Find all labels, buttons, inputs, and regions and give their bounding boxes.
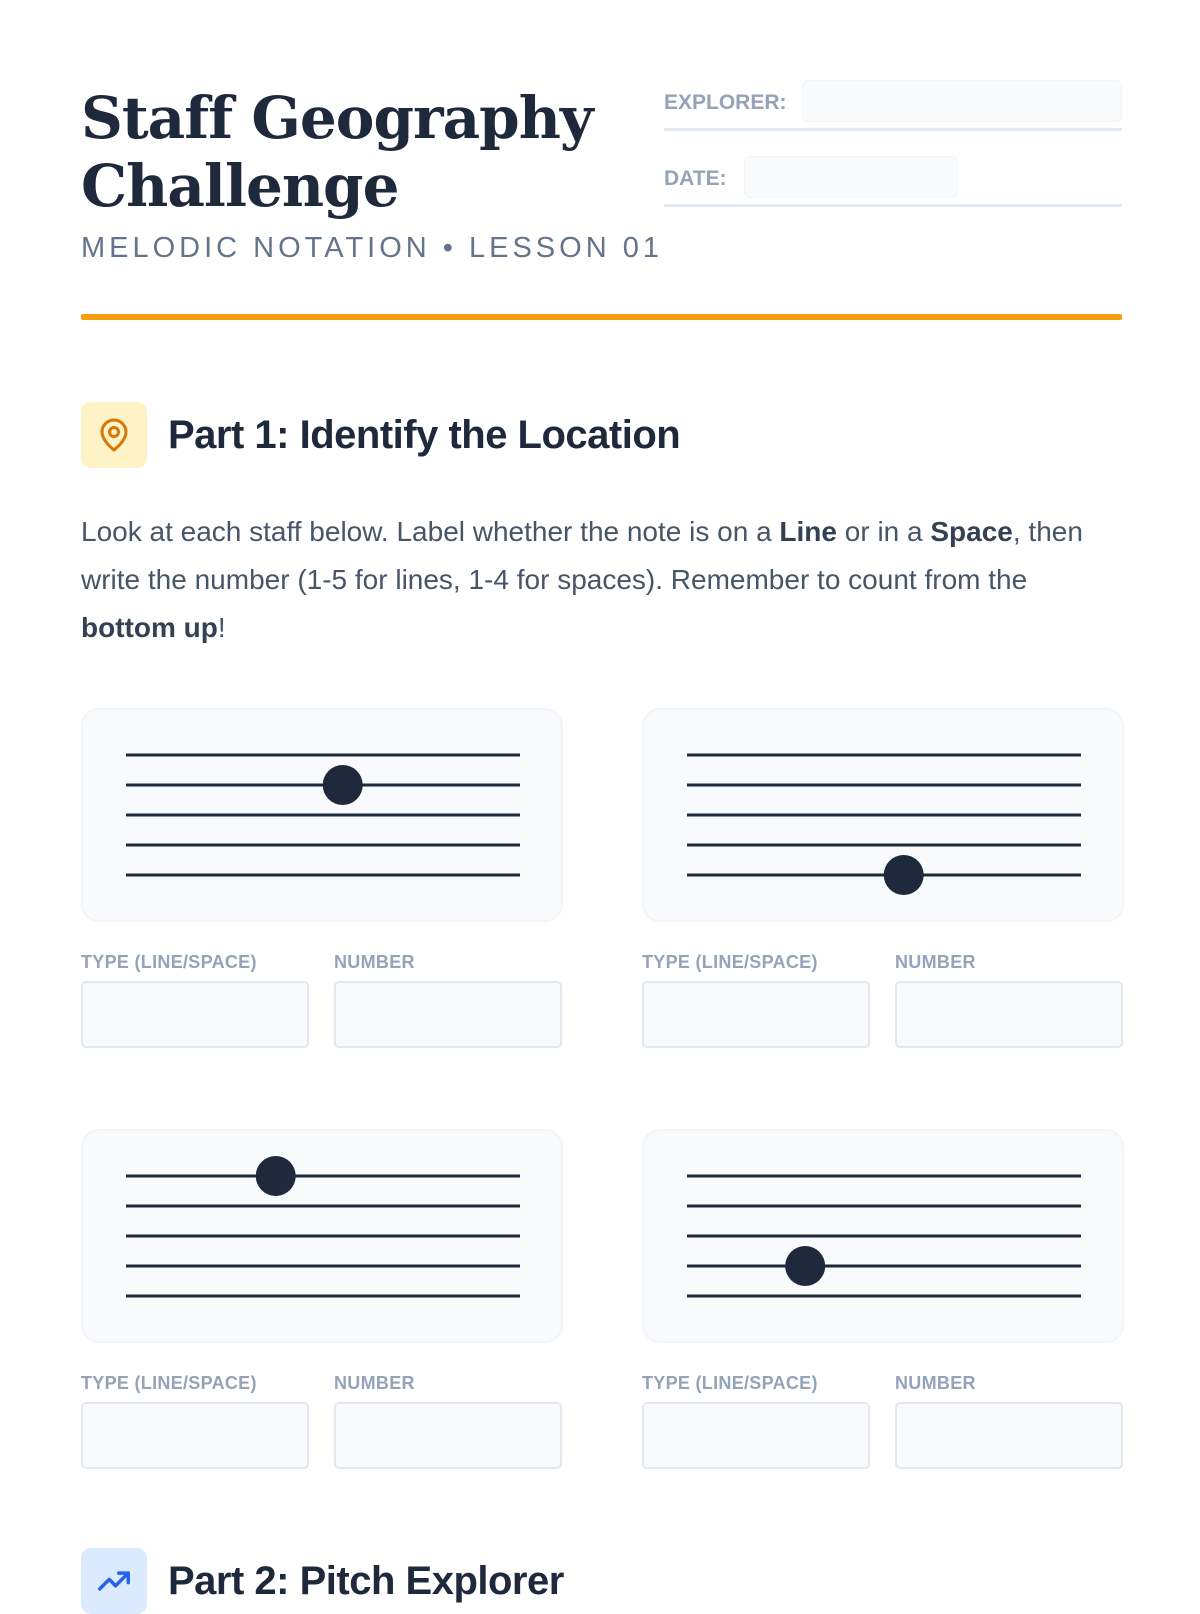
music-staff xyxy=(83,710,561,920)
number-input[interactable] xyxy=(895,1402,1123,1469)
staff-card xyxy=(642,1129,1124,1343)
exercise-card xyxy=(81,1129,561,1479)
number-label: NUMBER xyxy=(895,1373,976,1393)
type-label: TYPE (LINE/SPACE) xyxy=(642,952,818,972)
exercise-card xyxy=(81,708,561,1058)
instr-bold-space: Space xyxy=(930,516,1013,547)
number-label: NUMBER xyxy=(895,952,976,972)
staff-card xyxy=(81,708,563,922)
instr-text-1: Look at each staff below. Label whether the note is on a xyxy=(81,516,780,547)
instr-text-4: ! xyxy=(217,612,226,643)
page-title xyxy=(81,84,593,220)
note-head xyxy=(785,1246,825,1286)
part2-header xyxy=(81,1548,1122,1614)
part1-header xyxy=(81,402,1122,468)
staff-card xyxy=(642,708,1124,922)
note-head xyxy=(323,765,363,805)
part2-title: Part 2: Pitch Explorer xyxy=(168,1559,564,1603)
explorer-field xyxy=(664,80,1122,131)
header-divider xyxy=(81,314,1122,320)
type-input[interactable] xyxy=(81,1402,309,1469)
trend-up-icon xyxy=(81,1548,147,1614)
number-label: NUMBER xyxy=(334,1373,415,1393)
explorer-input[interactable] xyxy=(802,80,1122,122)
number-input[interactable] xyxy=(334,1402,562,1469)
instr-bold-bottom-up: bottom up xyxy=(81,612,218,643)
staff-card xyxy=(81,1129,563,1343)
part1-title: Part 1: Identify the Location xyxy=(168,413,681,457)
exercise-card xyxy=(642,1129,1122,1479)
worksheet-header xyxy=(81,84,1122,324)
instr-text-3: , then write the number (1-5 for lines, 1-4 for spaces). Remember to count from the xyxy=(81,516,1083,595)
number-input[interactable] xyxy=(334,981,562,1048)
map-pin-icon xyxy=(81,402,147,468)
exercise-card xyxy=(642,708,1122,1058)
music-staff xyxy=(83,1131,561,1341)
title-line-2: Challenge xyxy=(81,152,399,220)
type-label: TYPE (LINE/SPACE) xyxy=(81,1373,257,1393)
part1-instructions xyxy=(81,508,1122,652)
explorer-label: EXPLORER: xyxy=(664,91,787,114)
lesson-subtitle: MELODIC NOTATION • LESSON 01 xyxy=(81,232,663,264)
note-head xyxy=(256,1156,296,1196)
type-input[interactable] xyxy=(642,1402,870,1469)
number-input[interactable] xyxy=(895,981,1123,1048)
date-label: DATE: xyxy=(664,167,727,190)
instr-text-2: or in a xyxy=(836,516,931,547)
date-input[interactable] xyxy=(744,156,958,198)
type-label: TYPE (LINE/SPACE) xyxy=(642,1373,818,1393)
note-head xyxy=(884,855,924,895)
type-label: TYPE (LINE/SPACE) xyxy=(81,952,257,972)
number-label: NUMBER xyxy=(334,952,415,972)
title-line-1: Staff Geography xyxy=(81,84,593,152)
instr-bold-line: Line xyxy=(779,516,837,547)
type-input[interactable] xyxy=(642,981,870,1048)
date-field xyxy=(664,156,1122,207)
music-staff xyxy=(644,1131,1122,1341)
type-input[interactable] xyxy=(81,981,309,1048)
music-staff xyxy=(644,710,1122,920)
